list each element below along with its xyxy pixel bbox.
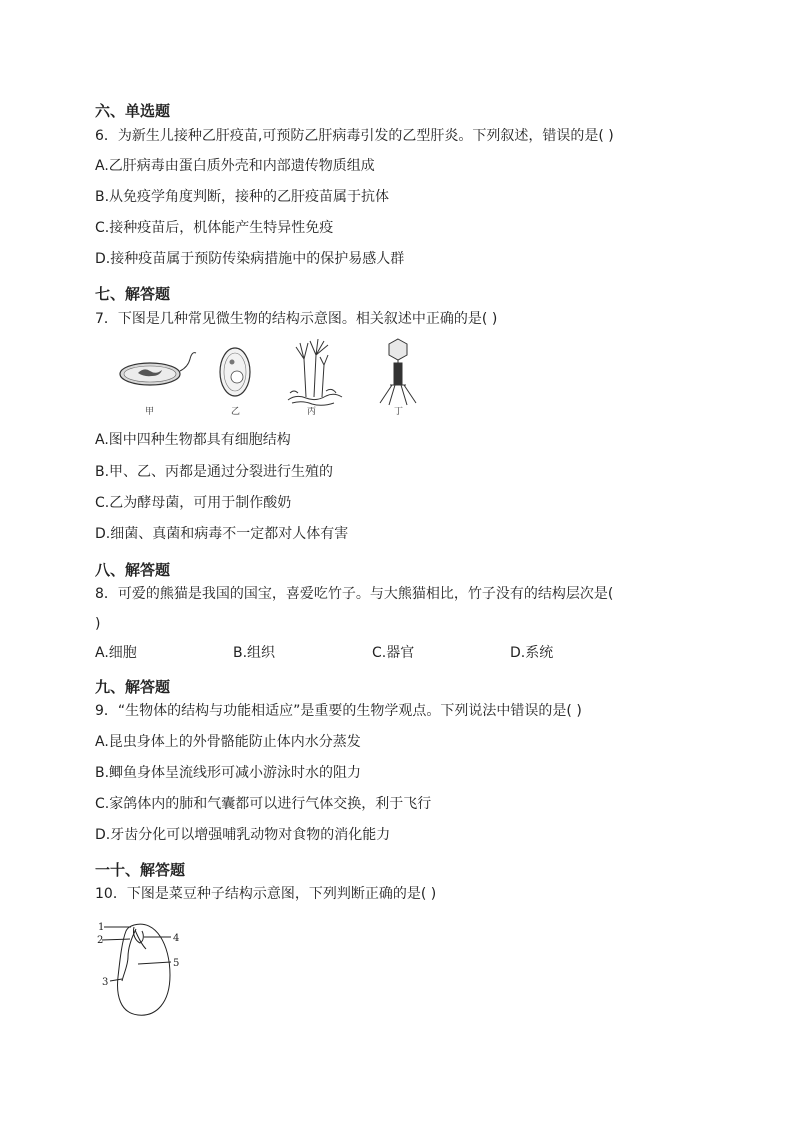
section-heading-10: 一十、解答题 (95, 861, 186, 879)
option-7d: D.细菌、真菌和病毒不一定都对人体有害 (95, 526, 349, 542)
option-8d: D.系统 (510, 645, 554, 661)
question-8-line2: ) (95, 616, 101, 632)
option-9c: C.家鸽体内的肺和气囊都可以进行气体交换，利于飞行 (95, 796, 432, 812)
section-heading-8: 八、解答题 (95, 561, 171, 579)
option-8c: C.器官 (372, 645, 415, 661)
section-heading-6: 六、单选题 (95, 102, 171, 120)
yeast-drawing (220, 348, 250, 396)
seed-label-1: 1 (98, 922, 105, 933)
option-8a: A.细胞 (95, 645, 137, 661)
option-6c: C.接种疫苗后，机体能产生特异性免疫 (95, 220, 334, 236)
option-6b: B.从免疫学角度判断，接种的乙肝疫苗属于抗体 (95, 189, 390, 205)
option-7a: A.图中四种生物都具有细胞结构 (95, 432, 291, 448)
figure-label-bing: 丙 (307, 407, 317, 417)
bean-seed-figure (98, 915, 198, 1020)
option-7b: B.甲、乙、丙都是通过分裂进行生殖的 (95, 464, 334, 480)
option-9b: B.鲫鱼身体呈流线形可减小游泳时水的阻力 (95, 765, 362, 781)
section-heading-7: 七、解答题 (95, 285, 171, 303)
seed-label-3: 3 (102, 977, 109, 988)
seed-label-2: 2 (97, 935, 104, 946)
microorganism-figure (110, 335, 440, 420)
figure-label-jia: 甲 (145, 407, 155, 417)
question-6: 6．为新生儿接种乙肝疫苗,可预防乙肝病毒引发的乙型肝炎。下列叙述，错误的是( ) (95, 128, 614, 144)
question-7: 7．下图是几种常见微生物的结构示意图。相关叙述中正确的是( ) (95, 311, 498, 327)
mold-drawing (288, 339, 342, 405)
question-10: 10．下图是菜豆种子结构示意图，下列判断正确的是( ) (95, 886, 437, 902)
option-8b: B.组织 (233, 645, 276, 661)
figure-label-ding: 丁 (394, 407, 404, 417)
section-heading-9: 九、解答题 (95, 678, 171, 696)
seed-label-4: 4 (173, 933, 180, 944)
option-9a: A.昆虫身体上的外骨骼能防止体内水分蒸发 (95, 734, 361, 750)
option-6d: D.接种疫苗属于预防传染病措施中的保护易感人群 (95, 251, 405, 267)
seed-label-5: 5 (173, 958, 180, 969)
option-6a: A.乙肝病毒由蛋白质外壳和内部遗传物质组成 (95, 158, 375, 174)
virus-drawing (380, 339, 416, 405)
option-7c: C.乙为酵母菌，可用于制作酸奶 (95, 495, 292, 511)
option-9d: D.牙齿分化可以增强哺乳动物对食物的消化能力 (95, 827, 391, 843)
bacterium-drawing (120, 353, 196, 385)
question-8-line1: 8．可爱的熊猫是我国的国宝，喜爱吃竹子。与大熊猫相比，竹子没有的结构层次是( (95, 586, 614, 602)
figure-label-yi: 乙 (231, 407, 241, 417)
question-9: 9．“生物体的结构与功能相适应”是重要的生物学观点。下列说法中错误的是( ) (95, 703, 582, 719)
